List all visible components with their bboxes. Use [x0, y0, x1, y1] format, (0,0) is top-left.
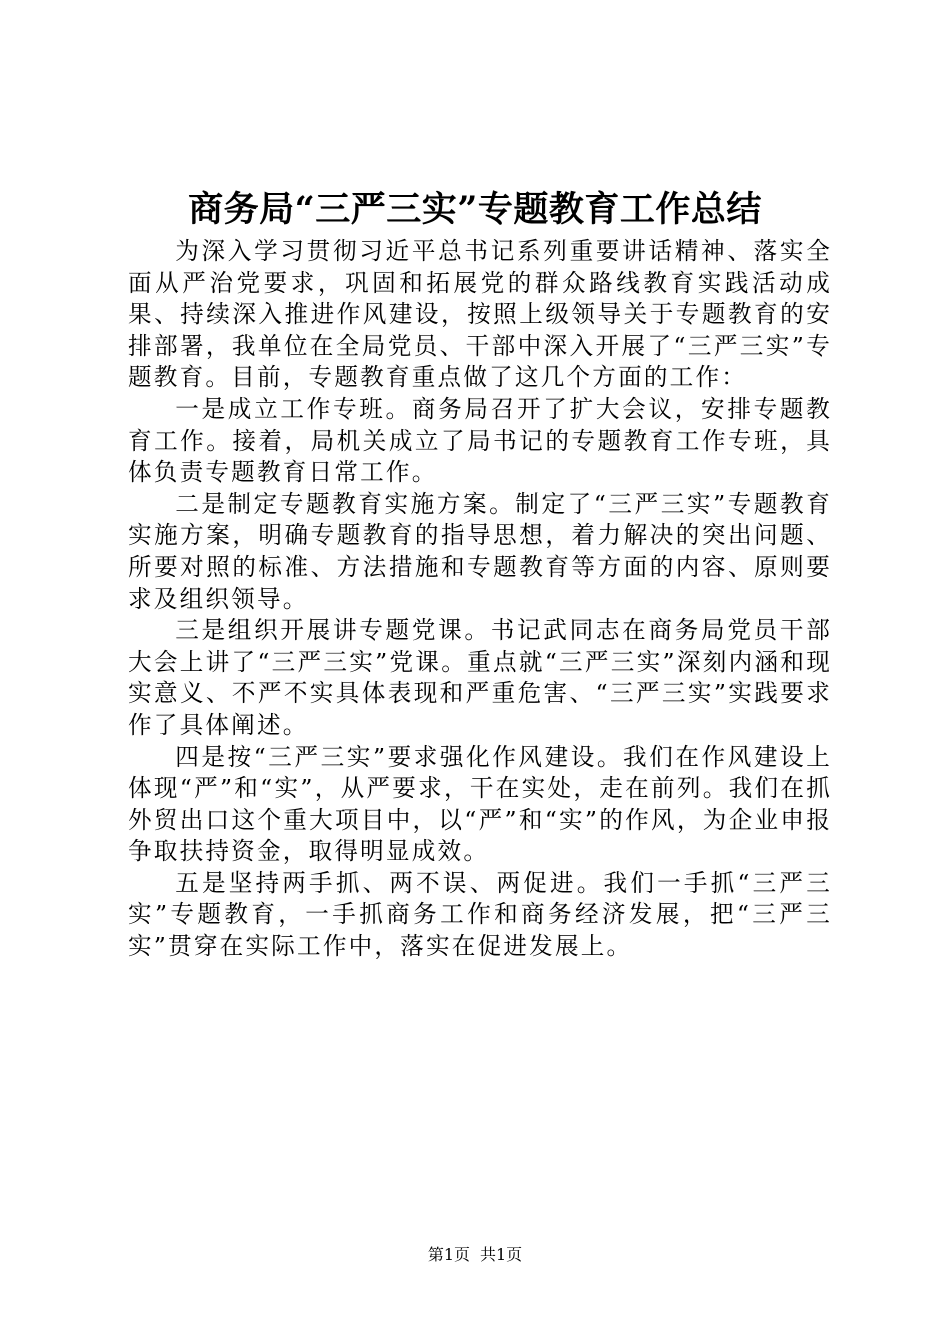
paragraph-item-2: 二是制定专题教育实施方案。制定了“三严三实”专题教育实施方案，明确专题教育的指导思想，着力解决的突出问题、所要对照的标准、方法措施和专题教育等方面的内容、原则要求及组织领导。 [128, 489, 832, 613]
page-number-total: 共1页 [480, 1245, 523, 1264]
paragraph-intro: 为深入学习贯彻习近平总书记系列重要讲话精神、落实全面从严治党要求，巩固和拓展党的群众路线教育实践活动成果、持续深入推进作风建设，按照上级领导关于专题教育的安排部署，我单位在全局党员、干部中深入开展了“三严三实”专题教育。目前，专题教育重点做了这几个方面的工作： [128, 237, 832, 392]
document-title: 商务局“三严三实”专题教育工作总结 [188, 189, 762, 230]
page-number-current: 第1页 [427, 1245, 470, 1264]
page-footer [0, 1244, 950, 1266]
paragraph-item-4: 四是按“三严三实”要求强化作风建设。我们在作风建设上体现“严”和“实”，从严要求，干在实处，走在前列。我们在抓外贸出口这个重大项目中，以“严”和“实”的作风，为企业申报争取扶持资金，取得明显成效。 [128, 742, 832, 866]
paragraph-item-3: 三是组织开展讲专题党课。书记武同志在商务局党员干部大会上讲了“三严三实”党课。重点就“三严三实”深刻内涵和现实意义、不严不实具体表现和严重危害、“三严三实”实践要求作了具体阐述。 [128, 616, 832, 739]
document-body [128, 236, 832, 963]
paragraph-item-1: 一是成立工作专班。商务局召开了扩大会议，安排专题教育工作。接着，局机关成立了局书记的专题教育工作专班，具体负责专题教育日常工作。 [128, 394, 832, 487]
paragraph-item-5: 五是坚持两手抓、两不误、两促进。我们一手抓“三严三实”专题教育，一手抓商务工作和商务经济发展，把“三严三实”贯穿在实际工作中，落实在促进发展上。 [128, 868, 832, 961]
